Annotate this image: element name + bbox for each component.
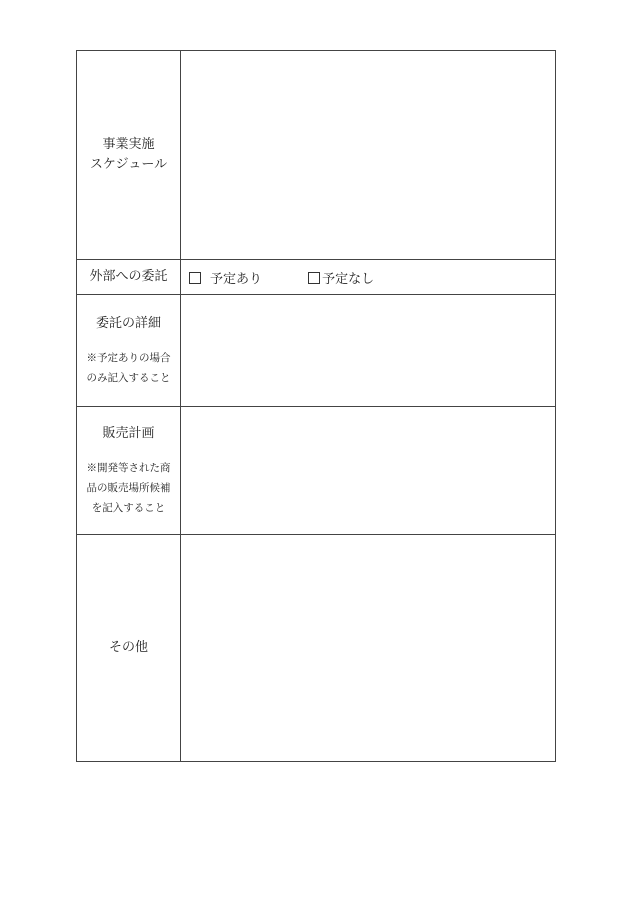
outsourcing-label-cell [77,260,181,295]
outsourcing-details-input-area[interactable] [181,295,556,407]
outsourcing-label: 外部への委託 [89,269,168,284]
other-label-cell [77,535,181,762]
schedule-label-line2: スケジュール [89,157,168,172]
outsourcing-details-note-line2: のみ記入すること [86,371,171,384]
sales-plan-note-line1: ※開発等された商 [86,461,171,474]
schedule-label-cell [77,51,181,260]
option-not-planned[interactable] [308,268,374,287]
option-planned-label: 予定あり [210,271,263,287]
application-form-table [76,50,556,762]
sales-plan-label-cell [77,407,181,535]
outsourcing-details-label: 委託の詳細 [95,315,161,331]
planned-checkbox-icon[interactable] [189,272,201,284]
sales-plan-row [77,407,556,535]
sales-plan-label: 販売計画 [102,425,155,441]
outsourcing-options-cell [181,260,556,295]
other-input-area[interactable] [181,535,556,762]
sales-plan-note-line3: を記入すること [91,501,166,514]
outsourcing-details-label-cell [77,295,181,407]
sales-plan-note-line2: 品の販売場所候補 [86,481,171,494]
other-label: その他 [108,640,148,655]
not-planned-checkbox-icon[interactable] [308,272,320,284]
outsourcing-options [181,268,555,287]
outsourcing-details-row [77,295,556,407]
outsourcing-row [77,260,556,295]
outsourcing-details-note-line1: ※予定ありの場合 [86,351,171,364]
option-not-planned-label: 予定なし [322,271,375,287]
option-planned[interactable] [189,268,262,287]
sales-plan-input-area[interactable] [181,407,556,535]
schedule-input-area[interactable] [181,51,556,260]
schedule-row [77,51,556,260]
other-row [77,535,556,762]
schedule-label-line1: 事業実施 [102,137,155,152]
